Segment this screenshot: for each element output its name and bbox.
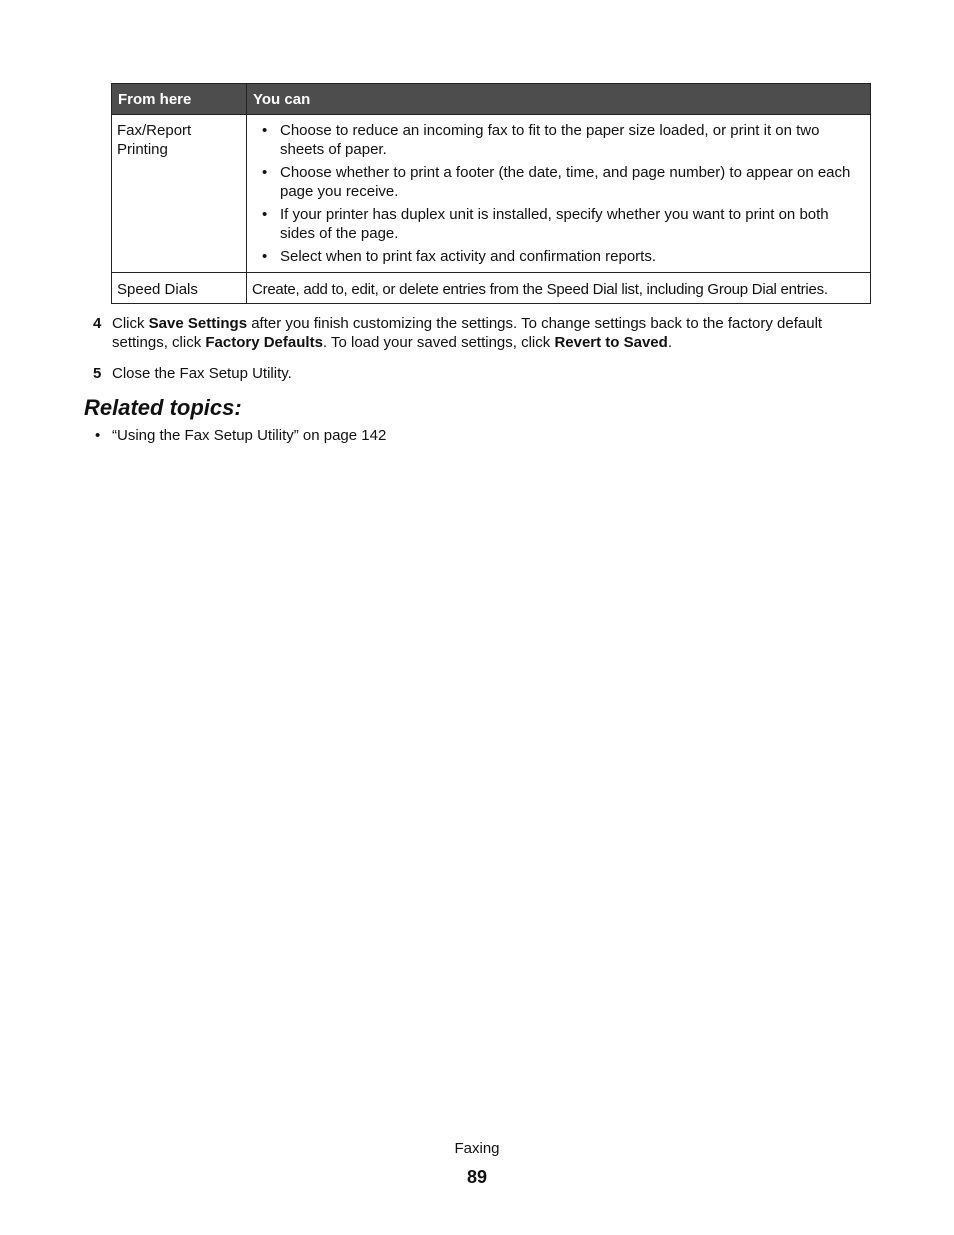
step-number: 5 (93, 365, 102, 382)
table-header-row (112, 84, 871, 115)
step-5: 5 Close the Fax Setup Utility. (93, 365, 292, 382)
row-fax-report-printing-options (247, 115, 871, 273)
list-item: • Choose to reduce an incoming fax to fit to the paper size loaded, or print it on two sheets of paper. (262, 122, 820, 158)
related-topics-heading: Related topics: (84, 395, 242, 420)
revert-to-saved-label: Revert to Saved (554, 334, 668, 351)
table-row (112, 273, 871, 304)
table-row (112, 115, 871, 273)
settings-table (111, 83, 871, 304)
row-speed-dials-label: Speed Dials (112, 273, 247, 304)
footer-chapter-label: Faxing (454, 1140, 500, 1157)
row-fax-report-printing-label: Fax/Report Printing (112, 115, 247, 273)
bullet-icon: • (262, 206, 268, 223)
option-list (252, 121, 865, 266)
list-item: • If your printer has duplex unit is installed, specify whether you want to print on both sides of the page. (262, 206, 829, 242)
step-4: 4 Click Save Settings after you finish customizing the settings. To change settings back to the factory default settings, click Factory Defaults. To load your saved settings, click Revert to Saved. (93, 315, 823, 351)
list-item: • Choose whether to print a footer (the date, time, and page number) to appear on each page you receive. (262, 164, 851, 200)
bullet-icon: • (262, 248, 268, 265)
list-item: • Select when to print fax activity and confirmation reports. (262, 248, 657, 265)
row-speed-dials-text: Create, add to, edit, or delete entries from the Speed Dial list, including Group Dial entries. (247, 273, 871, 304)
step-number: 4 (93, 315, 102, 332)
related-topics-list (95, 426, 386, 445)
page-number: 89 (466, 1167, 488, 1187)
header-you-can: You can (247, 84, 871, 115)
related-topic-link[interactable]: • “Using the Fax Setup Utility” on page 142 (95, 427, 387, 444)
save-settings-label: Save Settings (148, 315, 248, 332)
steps-list (93, 314, 873, 395)
bullet-icon: • (95, 427, 101, 444)
bullet-icon: • (262, 122, 268, 139)
header-from-here: From here (112, 84, 247, 115)
factory-defaults-label: Factory Defaults (205, 334, 323, 351)
bullet-icon: • (262, 164, 268, 181)
